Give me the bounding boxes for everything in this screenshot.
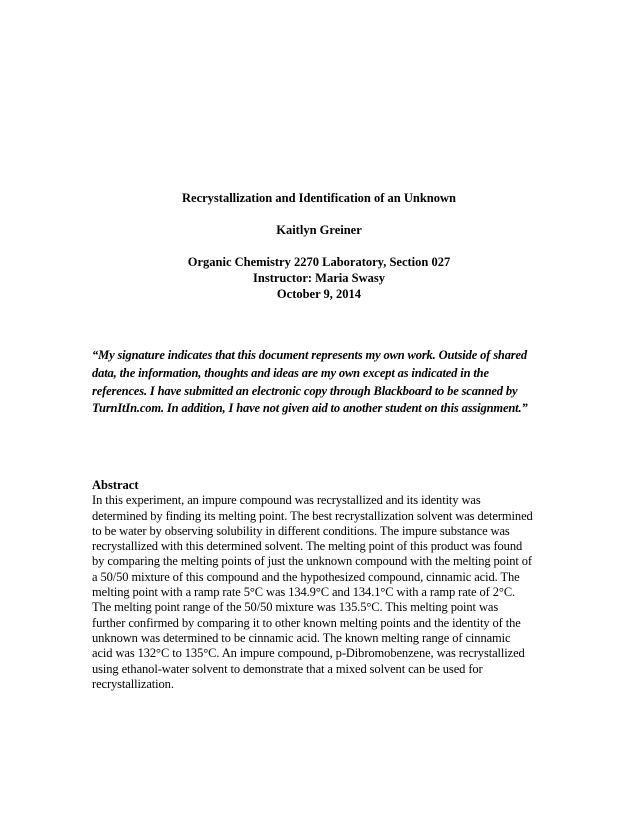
abstract-section bbox=[92, 478, 562, 692]
statement-line: TurnItIn.com. In addition, I have not given aid to another student on this assignment.” bbox=[92, 401, 528, 416]
abstract-line: acid was 132°C to 135°C. An impure compound, p-Dibromobenzene, was recrystallized bbox=[92, 646, 525, 661]
statement-line: “My signature indicates that this document represents my own work. Outside of shared bbox=[92, 348, 528, 362]
paper-title: Recrystallization and Identification of an Unknown bbox=[182, 191, 456, 205]
title-block bbox=[0, 190, 638, 302]
author-name: Kaitlyn Greiner bbox=[276, 223, 362, 237]
abstract-line: recrystallization. bbox=[92, 676, 174, 691]
abstract-line: melting point with a ramp rate 5°C was 134.9°C and 134.1°C with a ramp rate of 2°C. bbox=[92, 585, 516, 600]
course-name: Organic Chemistry 2270 Laboratory, Section 027 bbox=[187, 255, 451, 269]
honor-statement bbox=[92, 347, 562, 418]
abstract-line: unknown was determined to be cinnamic acid. The known melting range of cinnamic bbox=[92, 630, 511, 645]
instructor-name: Instructor: Maria Swasy bbox=[253, 271, 385, 285]
statement-line: data, the information, thoughts and ideas are my own except as indicated in the bbox=[92, 365, 489, 380]
statement-line: references. I have submitted an electronic copy through Blackboard to be scanned by bbox=[92, 383, 518, 398]
abstract-line: In this experiment, an impure compound was recrystallized and its identity was bbox=[92, 493, 481, 508]
abstract-line: The melting point range of the 50/50 mixture was 135.5°C. This melting point was bbox=[92, 600, 499, 615]
abstract-line: determined by finding its melting point. The best recrystallization solvent was determined bbox=[92, 508, 533, 523]
abstract-heading: Abstract bbox=[92, 478, 139, 492]
abstract-line: a 50/50 mixture of this compound and the hypothesized compound, cinnamic acid. The bbox=[92, 569, 520, 584]
report-date: October 9, 2014 bbox=[276, 287, 362, 301]
abstract-line: further confirmed by comparing it to other known melting points and the identity of the bbox=[92, 615, 521, 630]
abstract-line: using ethanol-water solvent to demonstrate that a mixed solvent can be used for bbox=[92, 661, 483, 676]
abstract-line: to be water by observing solubility in different conditions. The impure substance was bbox=[92, 523, 510, 538]
abstract-line: by comparing the melting points of just the unknown compound with the melting point of bbox=[92, 554, 532, 569]
abstract-line: recrystallized with this determined solvent. The melting point of this product was found bbox=[92, 539, 523, 554]
